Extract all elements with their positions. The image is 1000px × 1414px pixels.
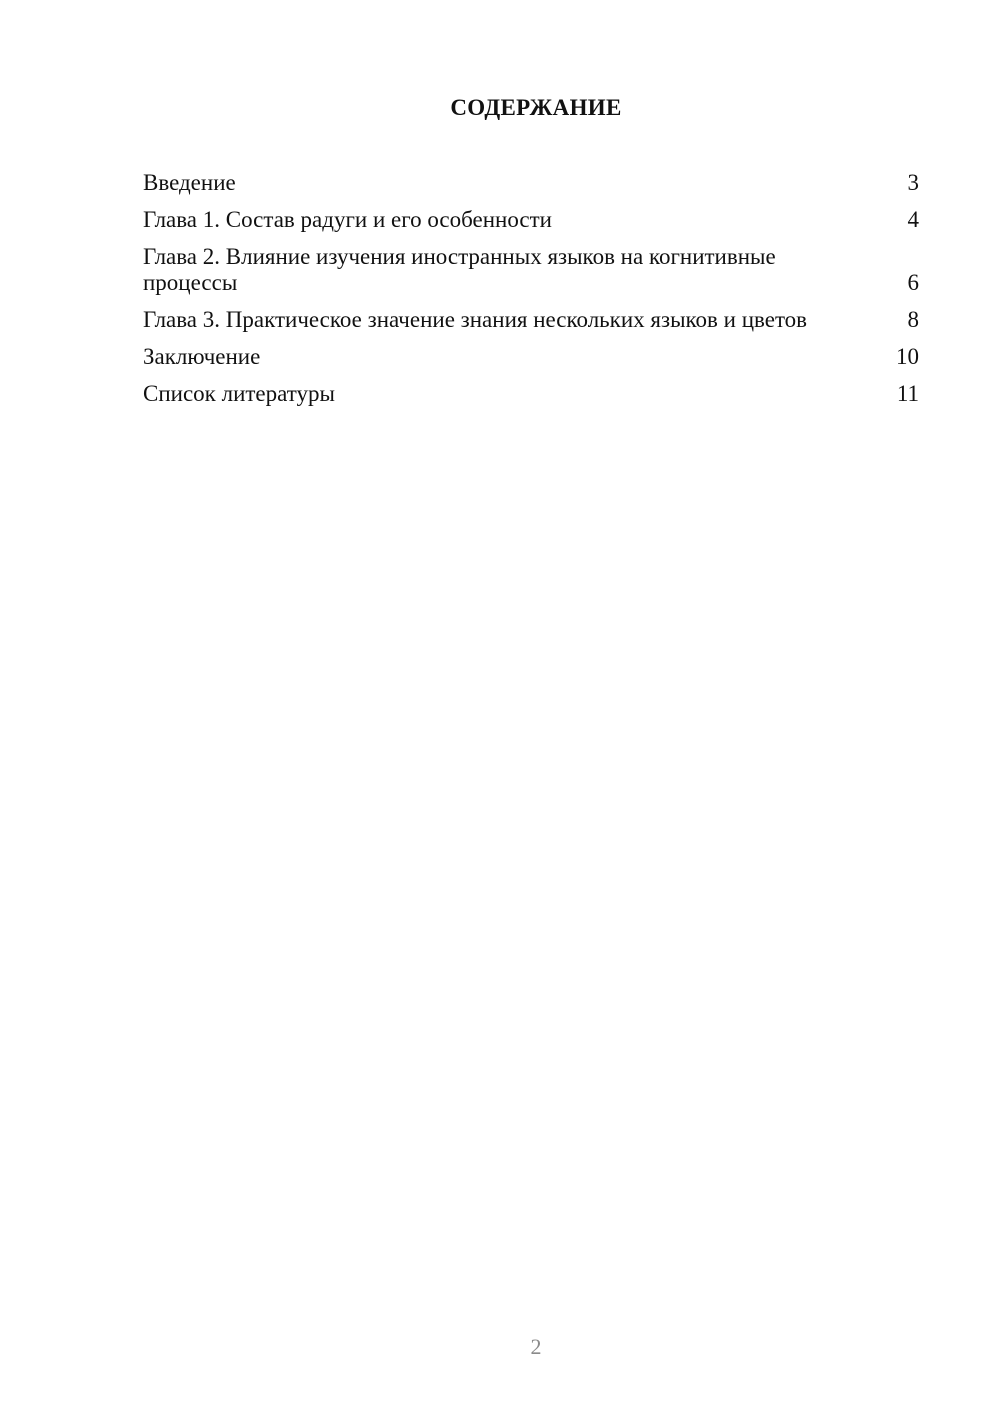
- toc-entry-chapter-3[interactable]: [143, 307, 919, 333]
- toc-entry-title: Заключение: [143, 344, 261, 369]
- toc-entry-conclusion[interactable]: [143, 344, 919, 370]
- toc-entry-page: 10: [896, 344, 919, 369]
- toc-entry-page: 11: [896, 381, 919, 406]
- toc-entry-page: 6: [907, 270, 919, 295]
- toc-entry-title: Глава 1. Состав радуги и его особенности: [143, 207, 552, 232]
- page-number: 2: [530, 1334, 542, 1359]
- toc-entry-bibliography[interactable]: [143, 381, 919, 407]
- toc-entry-title: Глава 3. Практическое значение знания нескольких языков и цветов: [143, 307, 808, 332]
- table-of-contents: [143, 170, 919, 418]
- toc-entry-title: Список литературы: [143, 381, 335, 406]
- toc-entry-introduction[interactable]: [143, 170, 919, 196]
- toc-entry-page: 4: [907, 207, 919, 232]
- toc-entry-title: Введение: [143, 170, 236, 195]
- toc-entry-title: Глава 2. Влияние изучения иностранных языков на когнитивные процессы: [143, 244, 776, 295]
- toc-entry-chapter-1[interactable]: [143, 207, 919, 233]
- toc-heading: СОДЕРЖАНИЕ: [450, 95, 622, 120]
- toc-entry-chapter-2[interactable]: [143, 244, 919, 296]
- toc-entry-page: 3: [907, 170, 919, 195]
- toc-entry-page: 8: [907, 307, 919, 332]
